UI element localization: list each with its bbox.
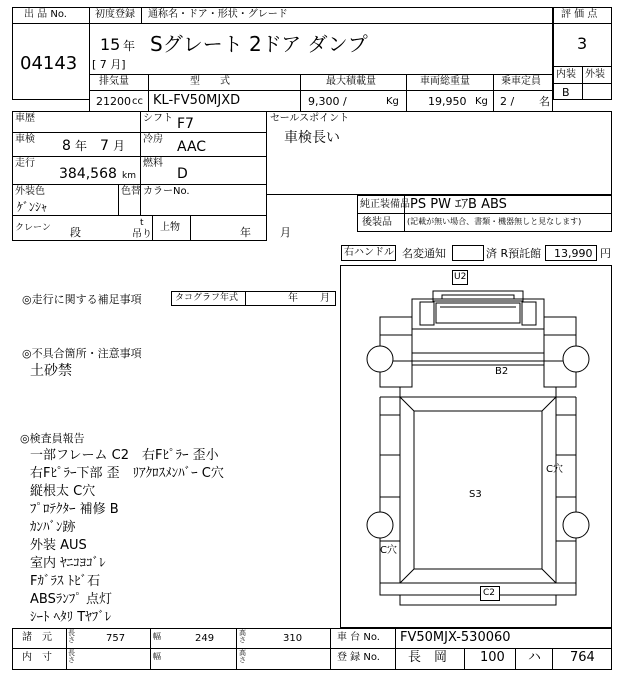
- height-label-interior: 高さ: [239, 649, 246, 664]
- registration-area: 長 岡: [408, 650, 448, 665]
- lot-label: 出 品 No.: [24, 9, 67, 20]
- genuine-equipment-value: PS PW ｴｱB ABS: [410, 197, 507, 212]
- inspector-line: 縦根太 C穴: [30, 484, 96, 499]
- name-label: 通称名・ドア・形状・グレード: [148, 9, 288, 20]
- capacity-unit: 名: [539, 95, 550, 108]
- ton-label: t: [140, 218, 144, 228]
- inspector-line: 一部フレーム C2 右Fﾋﾟﾗｰ 歪小: [30, 448, 219, 463]
- truck-diagram: [340, 265, 612, 628]
- first-reg-year-unit: 年: [123, 39, 136, 53]
- fuel-value: D: [177, 166, 188, 182]
- recycle-value: 13,990: [554, 247, 593, 260]
- width-label: 幅: [153, 632, 161, 641]
- damage-code-c-hole-right: C穴: [546, 464, 563, 475]
- footer-table: [12, 628, 612, 670]
- inspection-month: 7: [100, 138, 109, 154]
- stage-label: 段: [70, 226, 81, 239]
- registration-number: 764: [570, 650, 595, 665]
- length-value: 757: [106, 633, 126, 644]
- upper-year-unit: 年: [240, 226, 251, 239]
- length-label: 長さ: [68, 629, 75, 644]
- defects-label: ◎不具合箇所・注意事項: [22, 347, 142, 360]
- tachograph-month-unit: 月: [320, 293, 330, 304]
- damage-code-u2: U2: [454, 272, 467, 282]
- inspector-line: ｶﾝﾊﾞﾝ跡: [30, 520, 76, 535]
- chassis-number: FV50MJX-530060: [400, 630, 511, 645]
- registration-kana: ハ: [528, 650, 542, 665]
- upper-month-unit: 月: [280, 226, 291, 239]
- registration-label: 登 録 No.: [337, 652, 380, 663]
- gross-weight-label: 車両総重量: [420, 76, 470, 87]
- driving-notes-label: ◎走行に関する補足事項: [22, 293, 142, 306]
- lift-label: 吊り: [132, 229, 152, 240]
- name-change-label: 名変通知: [402, 247, 446, 260]
- damage-code-s3: S3: [469, 489, 482, 500]
- crane-label: クレーン: [15, 223, 51, 233]
- inspection-year: 8: [62, 138, 71, 154]
- name-change-box: [452, 245, 484, 261]
- inspector-line: 外装 AUS: [30, 538, 87, 553]
- inspector-line: 右Fﾋﾟﾗｰ下部 歪 ﾘｱｸﾛｽﾒﾝﾊﾞｰ C穴: [30, 466, 224, 481]
- capacity-label: 乗車定員: [501, 76, 541, 87]
- height-value: 310: [283, 633, 303, 644]
- dims-label: 諸 元: [22, 632, 52, 643]
- defects-text: 土砂禁: [30, 363, 72, 379]
- max-load-value: 9,300 /: [308, 95, 347, 108]
- inspection-label: 車検: [15, 134, 35, 145]
- displacement-value: 21200: [96, 95, 131, 108]
- aftermarket-label: 後装品: [362, 217, 392, 228]
- recycle-label: 済 R預託館: [486, 247, 542, 260]
- inspector-line: Fｶﾞﾗｽ ﾄﾋﾞ石: [30, 574, 101, 589]
- inspector-line: 室内 ﾔﾆｺﾖｺﾞﾚ: [30, 556, 106, 571]
- width-value: 249: [195, 633, 215, 644]
- aftermarket-note: (記載が無い場合、書類・機器無しと見なします): [407, 217, 582, 226]
- ac-value: AAC: [177, 139, 207, 155]
- interior-label: 内装: [556, 69, 576, 80]
- genuine-equipment-label: 純正装備品: [360, 199, 410, 210]
- tachograph-label: タコグラフ年式: [175, 293, 239, 303]
- sales-point-text: 車検長い: [284, 130, 340, 146]
- shift-label: シフト: [143, 113, 173, 124]
- score-label: 評 価 点: [561, 9, 598, 20]
- exterior-label: 外装: [585, 69, 605, 80]
- upper-body-label: 上物: [160, 222, 180, 233]
- model-value: KL-FV50MJXD: [153, 93, 241, 108]
- inspector-line: ﾌﾟﾛﾃｸﾀｰ 補修 B: [30, 502, 119, 517]
- first-reg-label: 初度登録: [95, 9, 135, 20]
- exterior-color-label: 外装色: [15, 186, 45, 197]
- first-reg-year: 15: [100, 35, 121, 54]
- tachograph-year-unit: 年: [288, 293, 298, 304]
- model-label: 型 式: [190, 76, 230, 87]
- lot-number: 04143: [20, 53, 78, 74]
- mileage-value: 384,568: [59, 166, 117, 182]
- shift-value: F7: [177, 116, 194, 132]
- height-label: 高さ: [239, 629, 246, 644]
- max-load-label: 最大積載量: [326, 76, 376, 87]
- length-label-interior: 長さ: [68, 649, 75, 664]
- displacement-label: 排気量: [99, 76, 129, 87]
- damage-code-b2: B2: [495, 366, 509, 377]
- displacement-unit: cc: [132, 96, 143, 107]
- mileage-label: 走行: [15, 158, 35, 169]
- vehicle-name: Sグレート 2ドア ダンプ: [150, 32, 368, 56]
- inspection-month-unit: 月: [113, 139, 126, 153]
- mileage-unit: km: [122, 171, 136, 181]
- inspector-line: ABSﾗﾝﾌﾟ 点灯: [30, 592, 112, 607]
- history-label: 車歴: [15, 113, 35, 124]
- score-value: 3: [577, 34, 588, 53]
- first-reg-month: [ 7 月]: [92, 58, 126, 71]
- inspector-report-label: ◎検査員報告: [20, 432, 85, 445]
- inspection-year-unit: 年: [75, 139, 88, 153]
- gross-weight-value: 19,950: [428, 95, 467, 108]
- ac-label: 冷房: [143, 134, 163, 145]
- color-no-label: カラーNo.: [143, 186, 190, 197]
- interior-dims-label: 内 寸: [22, 652, 52, 663]
- damage-code-c-hole-left: C穴: [380, 545, 397, 556]
- exterior-color-value: ｹﾞﾝｼｬ: [17, 200, 48, 214]
- recycle-unit: 円: [600, 247, 611, 260]
- max-load-unit: Kg: [386, 96, 399, 107]
- damage-code-c2: C2: [483, 588, 496, 598]
- width-label-interior: 幅: [153, 652, 161, 661]
- chassis-label: 車 台 No.: [337, 632, 380, 643]
- interior-grade: B: [562, 86, 570, 99]
- gross-weight-unit: Kg: [475, 96, 488, 107]
- color-change-label: 色替: [121, 186, 141, 197]
- sales-point-label: セールスポイント: [270, 113, 350, 124]
- capacity-value: 2 /: [500, 95, 515, 108]
- inspector-line: ｼｰﾄ ﾍﾀﾘ Tﾔﾌﾞﾚ: [30, 610, 112, 625]
- fuel-label: 燃料: [143, 158, 163, 169]
- right-handle-text: 右ハンドル: [344, 247, 394, 258]
- registration-class: 100: [480, 650, 505, 665]
